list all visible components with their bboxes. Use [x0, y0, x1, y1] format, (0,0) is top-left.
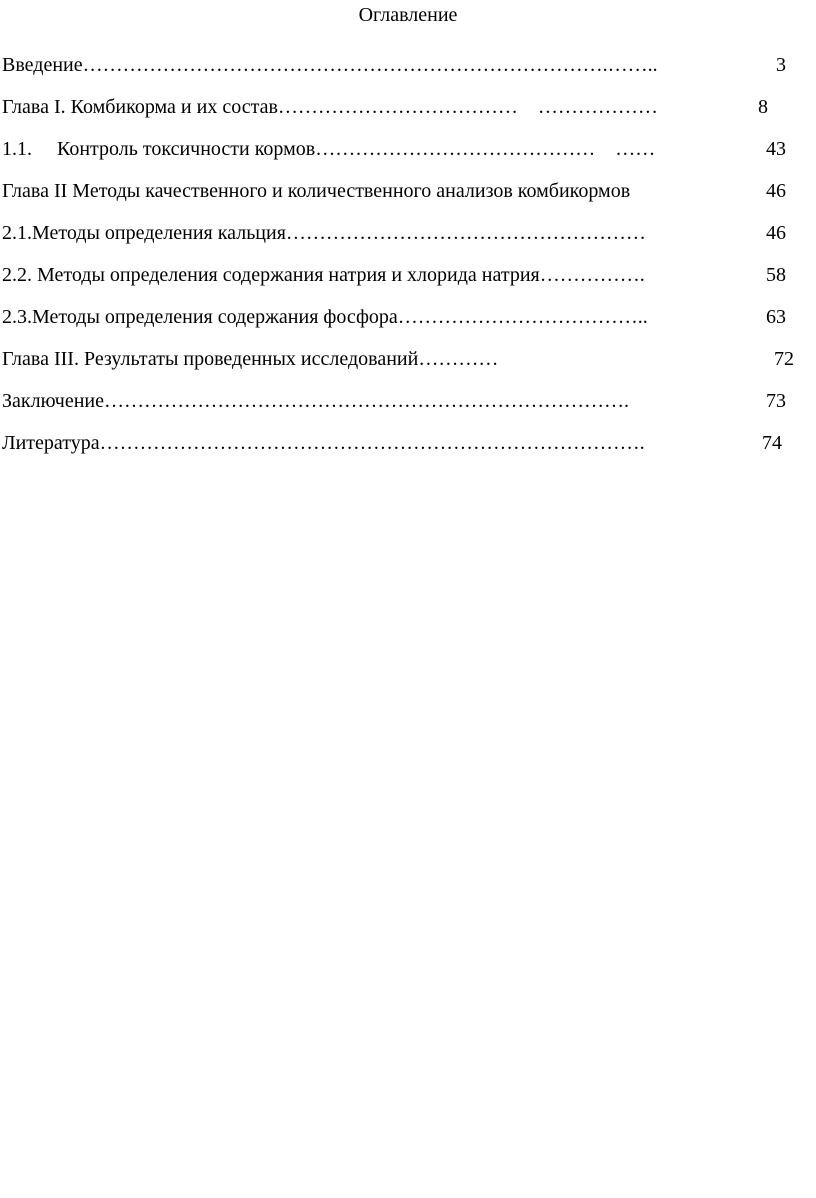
- toc-entry-text: 2.1.Методы определения кальция………………………………………………: [2, 222, 646, 244]
- table-of-contents: [0, 52, 800, 472]
- toc-entry-literature: [0, 430, 800, 472]
- toc-entry-page: 63: [766, 306, 786, 328]
- toc-entry-chapter-1: [0, 94, 800, 136]
- toc-entry-section-2-2: [0, 262, 800, 304]
- toc-entry-page: 8: [758, 96, 768, 118]
- toc-entry-page: 73: [766, 390, 786, 412]
- toc-entry-chapter-2: [0, 178, 800, 220]
- toc-entry-text: Глава I. Комбикорма и их состав……………………………… ………………: [2, 96, 658, 118]
- toc-entry-page: 46: [766, 180, 786, 202]
- toc-entry-page: 46: [766, 222, 786, 244]
- toc-entry-section-2-1: [0, 220, 800, 262]
- toc-entry-section-1-1: [0, 136, 800, 178]
- toc-entry-chapter-3: [0, 346, 800, 388]
- toc-entry-page: 72: [774, 348, 794, 370]
- toc-entry-text: 2.2. Методы определения содержания натрия и хлорида натрия…………….: [2, 264, 645, 286]
- toc-entry-text: Введение…………………………………………………………………….……..: [2, 54, 658, 76]
- toc-entry-text: 1.1. Контроль токсичности кормов…………………………………… ……: [2, 138, 656, 160]
- toc-entry-section-2-3: [0, 304, 800, 346]
- toc-entry-conclusion: [0, 388, 800, 430]
- toc-entry-text: Глава II Методы качественного и количественного анализов комбикормов: [2, 180, 641, 202]
- toc-entry-text: Глава III. Результаты проведенных исследований…………: [2, 348, 499, 370]
- toc-entry-introduction: [0, 52, 800, 94]
- toc-entry-text: Литература……………………………………………………………………….: [2, 432, 645, 454]
- toc-entry-text: Заключение…………………………………………………………………….: [2, 390, 629, 412]
- toc-entry-page: 74: [762, 432, 782, 454]
- toc-entry-page: 43: [766, 138, 786, 160]
- toc-entry-page: 58: [766, 264, 786, 286]
- toc-entry-page: 3: [776, 54, 786, 76]
- toc-entry-text: 2.3.Методы определения содержания фосфора………………………………..: [2, 306, 648, 328]
- page-title: Оглавление: [358, 4, 458, 26]
